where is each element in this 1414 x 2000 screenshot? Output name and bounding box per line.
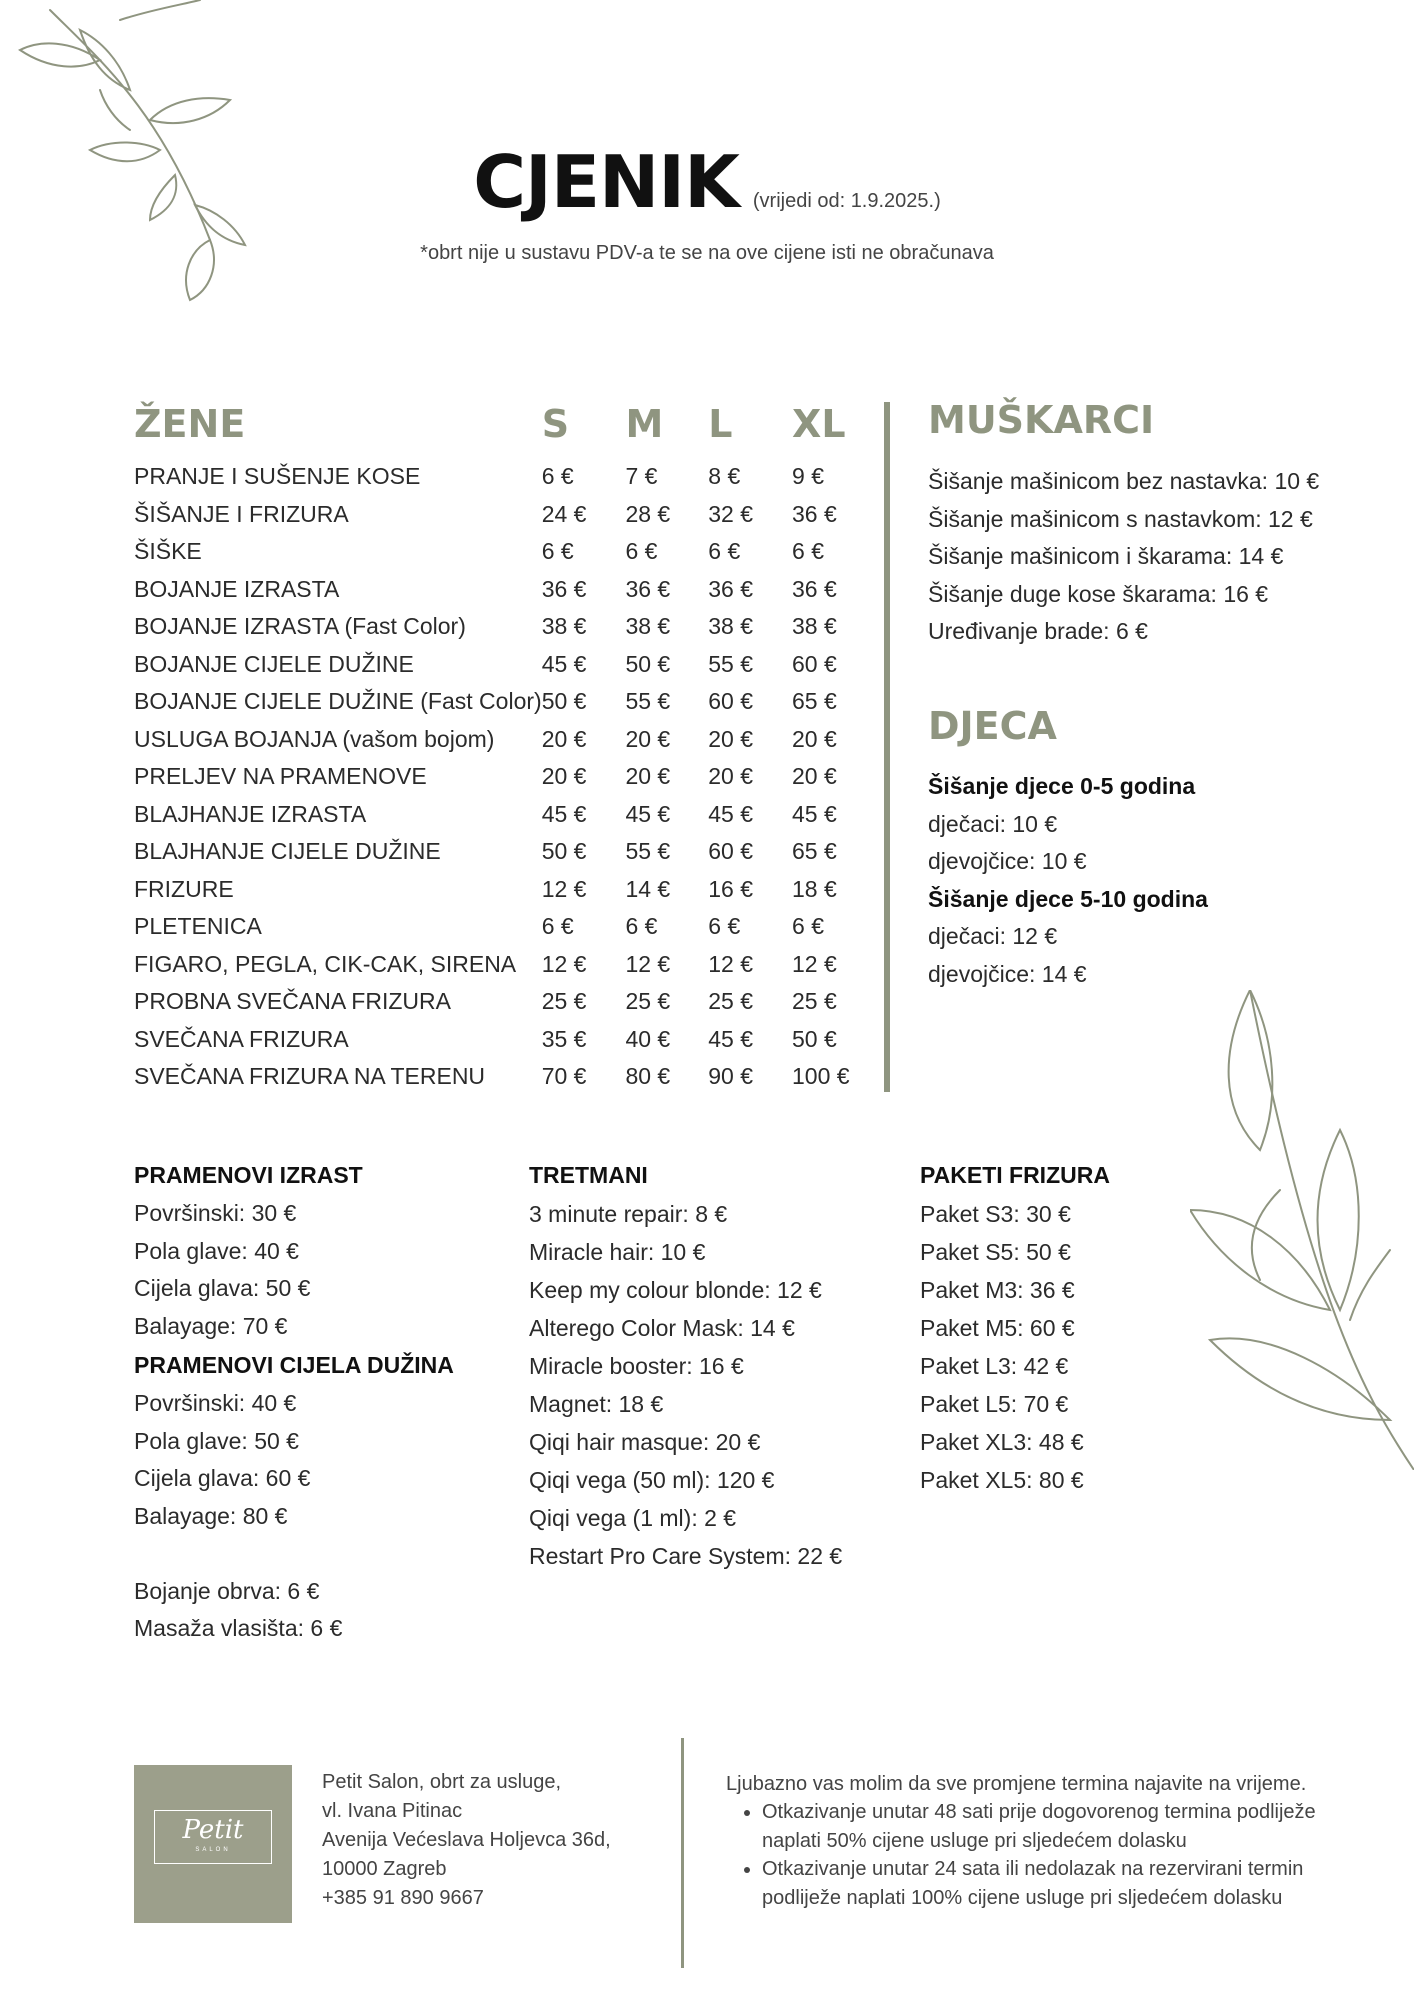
list-item: Miracle booster: 16 € <box>529 1353 744 1379</box>
service-name: FRIZURE <box>134 875 234 902</box>
price-m: 38 € <box>625 613 671 640</box>
price-m: 50 € <box>625 650 671 677</box>
price-s: 38 € <box>541 613 587 640</box>
price-xl: 12 € <box>792 950 837 977</box>
price-l: 45 € <box>708 800 754 827</box>
price-l: 25 € <box>708 988 754 1015</box>
kids-heading: DJECA <box>928 704 1057 748</box>
table-row <box>134 833 874 871</box>
list-item: Miracle hair: 10 € <box>529 1239 706 1265</box>
men-heading: MUŠKARCI <box>928 398 1155 442</box>
treatments-list <box>529 1195 909 1575</box>
address-line: 10000 Zagreb <box>322 1858 447 1880</box>
price-m: 20 € <box>625 763 671 790</box>
price-m: 7 € <box>625 463 658 490</box>
service-name: BLAJHANJE IZRASTA <box>134 800 367 827</box>
service-name: ŠIŠANJE I FRIZURA <box>134 500 349 527</box>
price-xl: 6 € <box>792 538 824 565</box>
policy-list <box>726 1798 1326 1912</box>
packages-list <box>920 1195 1180 1499</box>
price-s: 36 € <box>541 575 587 602</box>
price-xl: 20 € <box>792 763 837 790</box>
price-l: 36 € <box>708 575 754 602</box>
list-item: Paket M5: 60 € <box>920 1315 1075 1341</box>
price-m: 80 € <box>625 1063 671 1090</box>
table-row <box>134 533 874 571</box>
table-row <box>134 646 874 684</box>
policy-item: • Otkazivanje unutar 24 sata ili nedolazak na rezervirani termin podliježe naplati 100% cijene usluge pri sljedećem dolasku <box>762 1855 1326 1912</box>
price-xl: 100 € <box>792 1063 850 1090</box>
section-divider <box>884 402 890 1092</box>
women-price-table <box>134 398 874 1096</box>
table-row <box>134 983 874 1021</box>
price-l: 32 € <box>708 500 754 527</box>
table-row <box>134 571 874 609</box>
list-item: Površinski: 40 € <box>134 1390 297 1416</box>
list-item: djevojčice: 14 € <box>928 960 1087 987</box>
page-title: CJENIK <box>473 140 739 224</box>
women-heading: ŽENE <box>134 402 246 446</box>
price-m: 45 € <box>625 800 671 827</box>
list-item: Paket S3: 30 € <box>920 1201 1071 1227</box>
size-l-header: L <box>708 402 733 446</box>
table-row <box>134 721 874 759</box>
price-m: 25 € <box>625 988 671 1015</box>
list-item: Balayage: 70 € <box>134 1312 288 1339</box>
table-row <box>134 946 874 984</box>
price-xl: 60 € <box>792 650 837 677</box>
price-xl: 18 € <box>792 875 837 902</box>
price-l: 8 € <box>708 463 741 490</box>
price-s: 6 € <box>541 913 574 940</box>
list-item: dječaci: 12 € <box>928 923 1058 949</box>
price-m: 55 € <box>625 688 671 715</box>
logo-small-text: SALON <box>195 1847 231 1853</box>
list-item: Paket L3: 42 € <box>920 1353 1069 1379</box>
list-item: Qiqi vega (1 ml): 2 € <box>529 1505 737 1531</box>
price-xl: 45 € <box>792 800 837 827</box>
highlights-roots-heading: PRAMENOVI IZRAST <box>134 1162 363 1188</box>
leaf-branch-right-decoration <box>1190 990 1414 1470</box>
price-m: 28 € <box>625 500 671 527</box>
table-row <box>134 458 874 496</box>
salon-address <box>322 1768 611 1913</box>
service-name: SVEČANA FRIZURA NA TERENU <box>134 1063 486 1090</box>
cancellation-policy <box>726 1770 1326 1912</box>
list-item: Pola glave: 40 € <box>134 1237 299 1264</box>
price-xl: 36 € <box>792 500 837 527</box>
service-name: PROBNA SVEČANA FRIZURA <box>134 988 451 1015</box>
table-row <box>134 608 874 646</box>
logo-script-text: Petit <box>182 1815 244 1845</box>
price-xl: 36 € <box>792 575 837 602</box>
table-row <box>134 758 874 796</box>
address-line: vl. Ivana Pitinac <box>322 1800 463 1822</box>
list-item: Paket S5: 50 € <box>920 1239 1071 1265</box>
list-item: Šišanje mašinicom s nastavkom: 12 € <box>928 505 1313 532</box>
address-line: Petit Salon, obrt za usluge, <box>322 1771 562 1793</box>
salon-logo <box>134 1765 292 1923</box>
price-l: 20 € <box>708 763 754 790</box>
price-xl: 9 € <box>792 463 824 490</box>
treatments-heading: TRETMANI <box>529 1162 648 1188</box>
footer-divider <box>681 1738 684 1968</box>
policy-item: • Otkazivanje unutar 48 sati prije dogovorenog termina podliježe naplati 50% cijene usluge pri sljedećem dolasku <box>762 1798 1326 1855</box>
highlights-column <box>134 1155 514 1648</box>
table-row <box>134 796 874 834</box>
price-s: 45 € <box>541 800 587 827</box>
list-item: Qiqi hair masque: 20 € <box>529 1429 761 1455</box>
spacer <box>134 1535 514 1573</box>
list-item: Paket L5: 70 € <box>920 1391 1069 1417</box>
size-s-header: S <box>541 402 570 446</box>
price-m: 12 € <box>625 950 671 977</box>
price-s: 6 € <box>541 538 574 565</box>
price-l: 60 € <box>708 688 754 715</box>
price-m: 6 € <box>625 538 658 565</box>
packages-heading: PAKETI FRIZURA <box>920 1162 1110 1188</box>
list-item: Pola glave: 50 € <box>134 1427 299 1454</box>
table-row <box>134 496 874 534</box>
price-s: 12 € <box>541 950 587 977</box>
price-m: 20 € <box>625 725 671 752</box>
list-item: Površinski: 30 € <box>134 1200 297 1226</box>
list-item: dječaci: 10 € <box>928 810 1058 837</box>
price-s: 25 € <box>541 988 587 1015</box>
vat-note: *obrt nije u sustavu PDV-a te se na ove cijene isti ne obračunava <box>420 242 994 264</box>
price-s: 20 € <box>541 725 587 752</box>
service-name: PLETENICA <box>134 913 262 940</box>
service-name: BOJANJE CIJELE DUŽINE (Fast Color) <box>134 688 542 715</box>
price-s: 20 € <box>541 763 587 790</box>
list-item: djevojčice: 10 € <box>928 848 1087 874</box>
price-xl: 38 € <box>792 613 837 640</box>
price-l: 45 € <box>708 1025 754 1052</box>
price-s: 6 € <box>541 463 574 490</box>
list-item: Cijela glava: 60 € <box>134 1465 311 1491</box>
size-m-header: M <box>625 402 664 446</box>
price-m: 40 € <box>625 1025 671 1052</box>
table-row <box>134 871 874 909</box>
service-name: BOJANJE IZRASTA (Fast Color) <box>134 613 466 640</box>
treatments-column <box>529 1155 909 1575</box>
price-l: 6 € <box>708 538 741 565</box>
table-row <box>134 908 874 946</box>
list-item: Balayage: 80 € <box>134 1502 288 1529</box>
price-s: 12 € <box>541 875 587 902</box>
price-l: 90 € <box>708 1063 754 1090</box>
men-price-list <box>928 463 1319 651</box>
price-l: 16 € <box>708 875 754 902</box>
price-m: 14 € <box>625 875 671 902</box>
price-l: 60 € <box>708 838 754 865</box>
price-l: 38 € <box>708 613 754 640</box>
women-table-header <box>134 398 874 458</box>
policy-intro: Ljubazno vas molim da sve promjene termina najavite na vrijeme. <box>726 1773 1307 1795</box>
packages-column <box>920 1155 1180 1499</box>
list-item: Paket XL5: 80 € <box>920 1467 1084 1493</box>
list-item: Masaža vlasišta: 6 € <box>134 1615 343 1641</box>
service-name: SVEČANA FRIZURA <box>134 1025 349 1052</box>
price-s: 50 € <box>541 838 587 865</box>
price-s: 50 € <box>541 688 587 715</box>
phone-number: +385 91 890 9667 <box>322 1887 484 1909</box>
price-s: 70 € <box>541 1063 587 1090</box>
list-item: Alterego Color Mask: 14 € <box>529 1315 795 1341</box>
kids-price-list <box>928 768 1208 993</box>
kids-group-title: Šišanje djece 0-5 godina <box>928 773 1196 799</box>
price-m: 6 € <box>625 913 658 940</box>
price-s: 24 € <box>541 500 587 527</box>
service-name: USLUGA BOJANJA (vašom bojom) <box>134 725 495 752</box>
price-xl: 50 € <box>792 1025 837 1052</box>
list-item: Restart Pro Care System: 22 € <box>529 1543 843 1569</box>
service-name: PRANJE I SUŠENJE KOSE <box>134 463 421 490</box>
price-m: 36 € <box>625 575 671 602</box>
list-item: Uređivanje brade: 6 € <box>928 618 1148 644</box>
list-item: Paket XL3: 48 € <box>920 1429 1084 1455</box>
list-item: Qiqi vega (50 ml): 120 € <box>529 1467 775 1493</box>
price-xl: 6 € <box>792 913 824 940</box>
price-l: 6 € <box>708 913 741 940</box>
address-line: Avenija Većeslava Holjevca 36d, <box>322 1829 611 1851</box>
table-row <box>134 1058 874 1096</box>
service-name: BOJANJE IZRASTA <box>134 575 340 602</box>
highlights-full-list <box>134 1385 514 1535</box>
list-item: 3 minute repair: 8 € <box>529 1201 728 1227</box>
price-xl: 25 € <box>792 988 837 1015</box>
highlights-roots-list <box>134 1195 514 1345</box>
list-item: Šišanje mašinicom bez nastavka: 10 € <box>928 468 1320 494</box>
price-l: 20 € <box>708 725 754 752</box>
logo-frame <box>154 1810 272 1864</box>
service-name: PRELJEV NA PRAMENOVE <box>134 763 427 790</box>
price-xl: 20 € <box>792 725 837 752</box>
list-item: Šišanje duge kose škarama: 16 € <box>928 580 1269 607</box>
table-row <box>134 1021 874 1059</box>
list-item: Keep my colour blonde: 12 € <box>529 1277 822 1303</box>
service-name: FIGARO, PEGLA, CIK-CAK, SIRENA <box>134 950 517 977</box>
price-xl: 65 € <box>792 688 837 715</box>
list-item: Bojanje obrva: 6 € <box>134 1577 320 1604</box>
service-name: BOJANJE CIJELE DUŽINE <box>134 650 414 677</box>
women-table-body <box>134 458 874 1096</box>
valid-from-note: (vrijedi od: 1.9.2025.) <box>752 190 941 212</box>
list-item: Magnet: 18 € <box>529 1391 664 1417</box>
size-xl-header: XL <box>792 402 846 446</box>
price-xl: 65 € <box>792 838 837 865</box>
price-l: 12 € <box>708 950 754 977</box>
list-item: Šišanje mašinicom i škarama: 14 € <box>928 543 1284 569</box>
list-item: Cijela glava: 50 € <box>134 1275 311 1301</box>
highlights-full-heading: PRAMENOVI CIJELA DUŽINA <box>134 1352 454 1378</box>
price-s: 35 € <box>541 1025 587 1052</box>
price-m: 55 € <box>625 838 671 865</box>
price-s: 45 € <box>541 650 587 677</box>
service-name: ŠIŠKE <box>134 538 202 565</box>
list-item: Paket M3: 36 € <box>920 1277 1075 1303</box>
table-row <box>134 683 874 721</box>
extras-list <box>134 1573 514 1648</box>
price-l: 55 € <box>708 650 754 677</box>
kids-group-title: Šišanje djece 5-10 godina <box>928 885 1208 912</box>
header <box>0 140 1414 224</box>
service-name: BLAJHANJE CIJELE DUŽINE <box>134 838 441 865</box>
